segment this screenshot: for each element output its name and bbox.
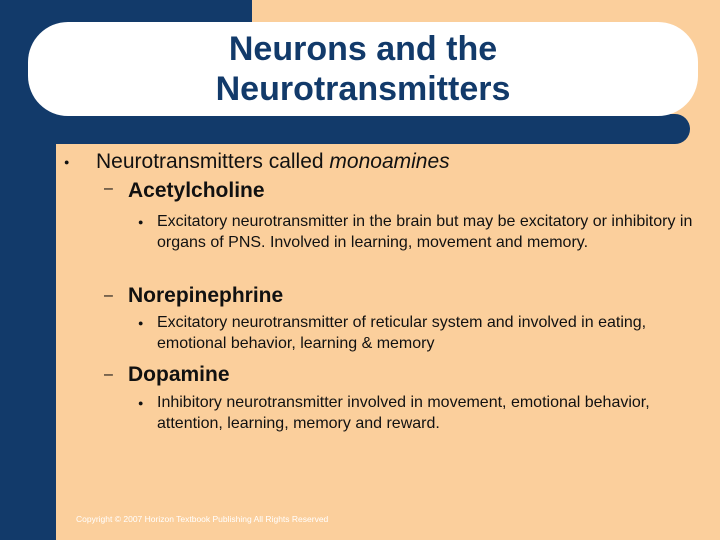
title-line-2: Neurotransmitters bbox=[215, 70, 511, 108]
dash-icon: – bbox=[104, 366, 113, 383]
item-description-acetylcholine: Excitatory neurotransmitter in the brain but may be excitatory or inhibitory in organs of PNS. Involved in learning, movement and memory. bbox=[157, 213, 693, 251]
item-description-norepinephrine: Excitatory neurotransmitter of reticular system and involved in eating, emotional behavior, learning & memory bbox=[157, 314, 647, 352]
dash-icon: – bbox=[104, 180, 113, 197]
copyright-footer: Copyright © 2007 Horizon Textbook Publishing All Rights Reserved bbox=[76, 514, 329, 524]
item-heading-norepinephrine: Norepinephrine bbox=[128, 284, 284, 307]
bullet-icon: ● bbox=[138, 217, 144, 227]
bullet-icon: ● bbox=[138, 398, 144, 408]
bullet-icon: ● bbox=[64, 157, 70, 167]
item-heading-acetylcholine: Acetylcholine bbox=[128, 179, 265, 202]
item-heading-dopamine: Dopamine bbox=[128, 363, 230, 386]
main-bullet-plain: Neurotransmitters called bbox=[96, 150, 330, 173]
item-description-dopamine: Inhibitory neurotransmitter involved in movement, emotional behavior, attention, learning, memory and reward. bbox=[157, 394, 650, 432]
dash-icon: – bbox=[104, 287, 113, 304]
bullet-icon: ● bbox=[138, 318, 144, 328]
main-bullet-emphasis: monoamines bbox=[329, 150, 450, 173]
title-line-1: Neurons and the bbox=[228, 30, 498, 68]
main-bullet-text bbox=[96, 149, 450, 175]
